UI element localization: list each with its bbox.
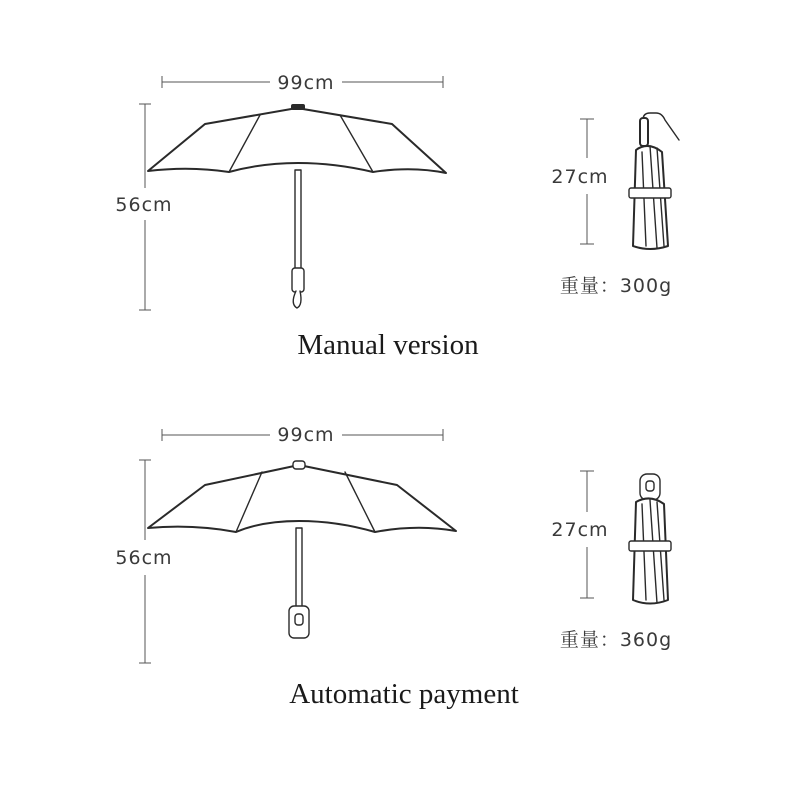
manual-weight-label: 重量：300g [559,275,673,297]
automatic-width-dimension [162,424,443,446]
manual-variant [115,72,679,361]
manual-folded-umbrella-drawing [629,113,679,249]
automatic-folded-umbrella-drawing [629,474,671,604]
manual-width-label: 99cm [277,72,335,94]
automatic-folded-dimension [551,471,608,598]
manual-height-label: 56cm [115,194,173,216]
automatic-height-dimension [115,460,172,663]
automatic-height-label: 56cm [115,547,173,569]
manual-caption: Manual version [297,329,479,361]
manual-open-umbrella-drawing [148,104,446,308]
manual-folded-dimension [551,119,608,244]
manual-folded-length-label: 27cm [551,166,609,188]
automatic-folded-length-label: 27cm [551,519,609,541]
automatic-caption: Automatic payment [289,678,519,710]
automatic-open-umbrella-drawing [148,461,456,638]
manual-width-dimension [162,72,443,94]
automatic-width-label: 99cm [277,424,335,446]
automatic-variant [115,424,672,710]
manual-height-dimension [115,104,172,310]
automatic-weight-label: 重量：360g [559,629,673,651]
